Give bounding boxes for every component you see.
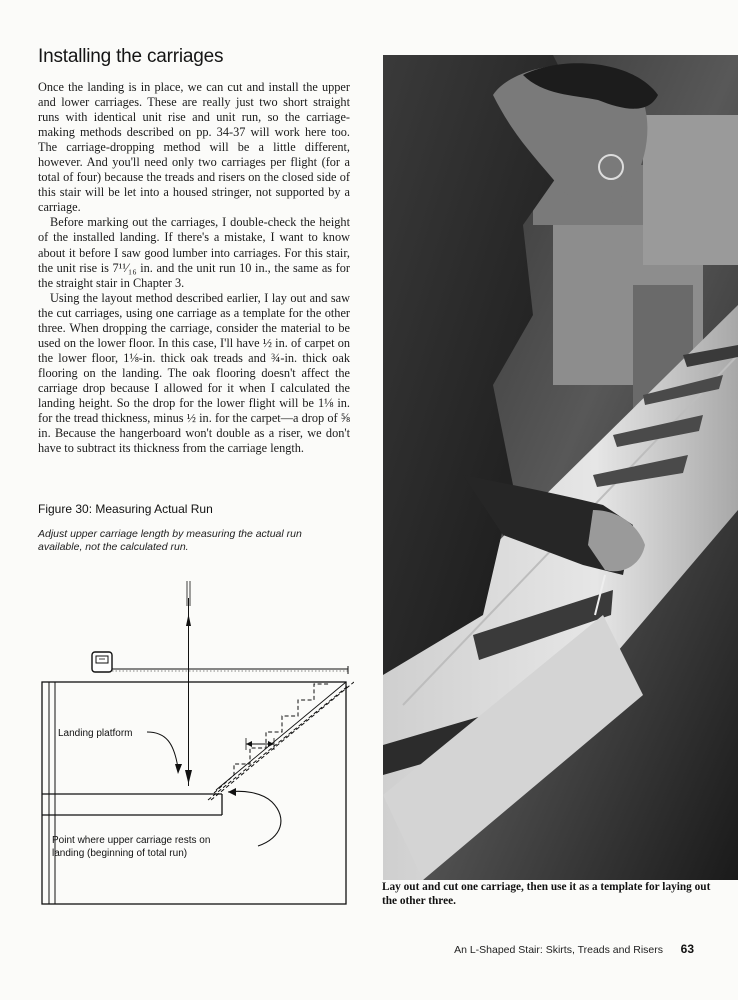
upper-carriage (208, 682, 354, 800)
running-footer: An L-Shaped Stair: Skirts, Treads and Risers (454, 944, 663, 956)
page-number: 63 (680, 942, 694, 956)
body-text (38, 80, 350, 456)
stair-profile (216, 682, 346, 790)
point-label-leader (228, 791, 281, 846)
paragraph-1: Once the landing is in place, we can cut and install the upper and lower carriages. These are really just two short straight runs with identical unit rise and unit run, so the carriage-making methods described on pp. 34-37 will work here too. The carriage-dropping method will be a little different, however. And you'll need only two carriages per flight (for a total of four) because the treads and risers on the closed side of this stair will be let into a housed stringer, not supported by a carriage. (38, 80, 350, 215)
label-landing-platform: Landing platform (58, 728, 133, 739)
diagram-frame (42, 682, 346, 904)
plumb-line (185, 581, 192, 786)
figure-title: Figure 30: Measuring Actual Run (38, 502, 213, 516)
figure-caption: Adjust upper carriage length by measuring the actual run available, not the calculated run. (38, 528, 302, 553)
section-heading: Installing the carriages (38, 46, 224, 67)
tape-measure-icon (92, 652, 348, 674)
photo-carriage-layout (383, 55, 738, 880)
label-point-line1: Point where upper carriage rests on (52, 835, 211, 846)
photo-caption: Lay out and cut one carriage, then use it as a template for laying out the other three. (382, 881, 711, 907)
paragraph-2: Before marking out the carriages, I double-check the height of the installed landing. If there's a mistake, I want to know about it before I saw good lumber into carriages. For this stair, the unit rise is 7¹¹⁄₁₆ in. and the unit run 10 in., the same as for the straight stair in Chapter 3. (38, 215, 350, 290)
landing-label-leader (147, 732, 178, 768)
paragraph-3: Using the layout method described earlier, I lay out and saw the cut carriages, using one carriage as a template for the other three. When dropping the carriage, consider the material to be used on the lower floor. In this case, I'll have ½ in. of carpet on the lower floor, 1⅛-in. thick oak treads and ¾-in. thick oak flooring on the landing. The oak flooring doesn't affect the carriage drop because I allowed for it when I calculated the landing height. So the drop for the lower flight will be 1⅛ in. for the tread thickness, minus ½ in. for the carpet—a drop of ⅝ in. Because the hangerboard won't double as a riser, we don't have to subtract its thickness from the carriage length. (38, 290, 350, 456)
landing-platform (42, 682, 222, 904)
measuring-run-diagram (36, 578, 354, 908)
label-point-line2: landing (beginning of total run) (52, 848, 188, 859)
